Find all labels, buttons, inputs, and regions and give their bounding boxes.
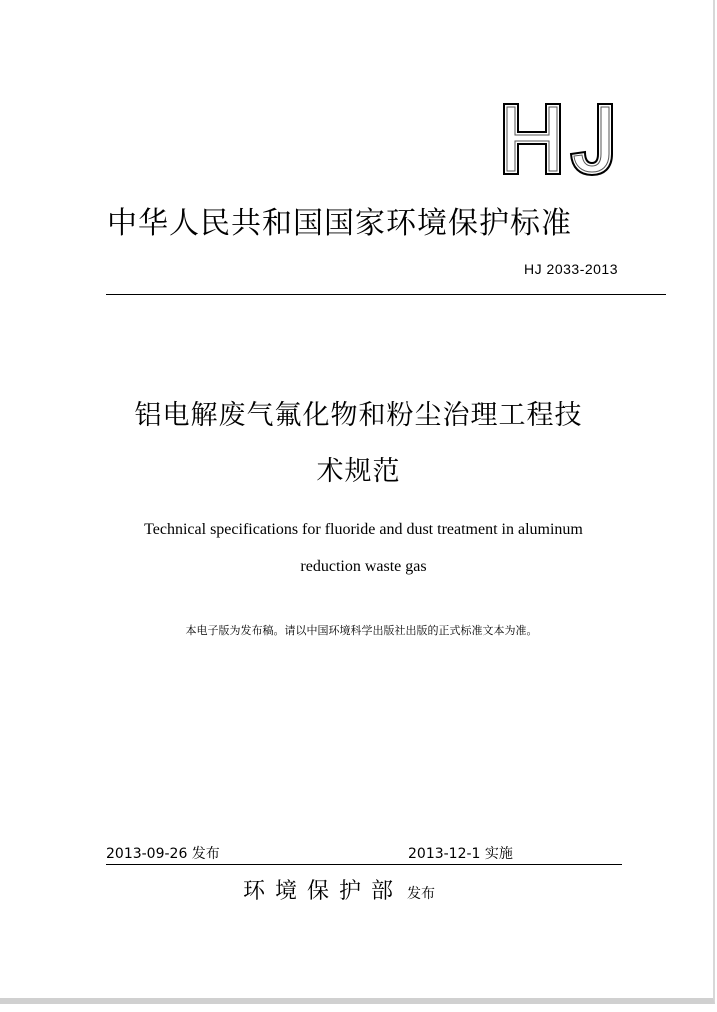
header-divider	[106, 294, 666, 295]
chinese-title-line-2: 术规范	[316, 456, 401, 487]
issue-date: 2013-09-26 发布	[106, 846, 220, 862]
chinese-title-line-1: 铝电解废气氟化物和粉尘治理工程技	[134, 400, 583, 431]
english-title-line-2: reduction waste gas	[300, 558, 427, 575]
issuer-name: 环境保护部	[243, 879, 404, 904]
standard-number: HJ 2033-2013	[524, 261, 618, 277]
electronic-version-notice: 本电子版为发布稿。请以中国环境科学出版社出版的正式标准文本为准。	[185, 624, 538, 637]
issuer-suffix: 发布	[407, 886, 436, 902]
hj-logo-graphic	[500, 98, 625, 180]
english-title-line-1: Technical specifications for fluoride and dust treatment in aluminum	[144, 521, 583, 538]
standard-title: 中华人民共和国国家环境保护标准	[107, 206, 572, 241]
issuer	[243, 874, 435, 905]
effective-date: 2013-12-1 实施	[408, 846, 513, 862]
footer-divider	[106, 864, 622, 865]
hj-logo	[500, 98, 625, 180]
